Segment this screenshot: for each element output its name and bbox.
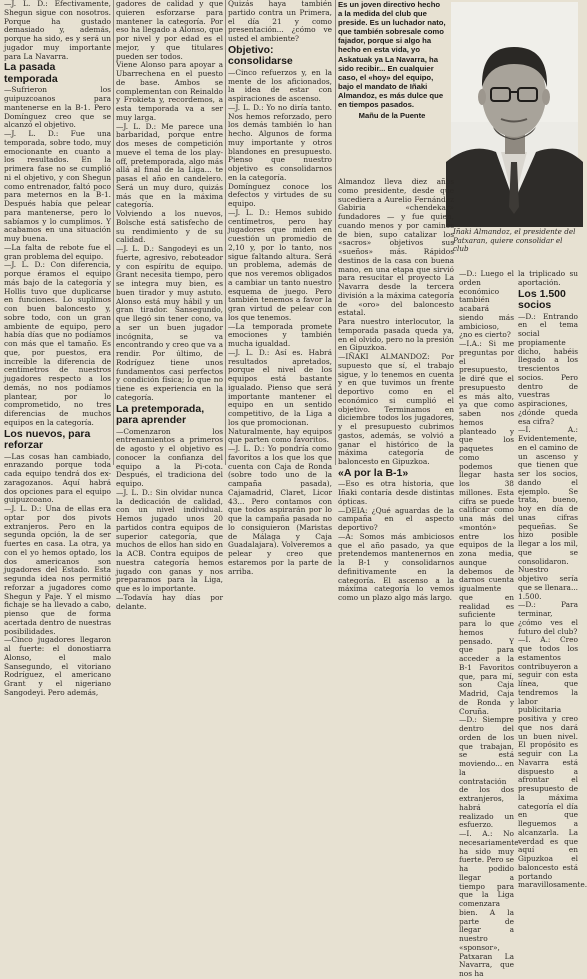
- intro-paragraph: —J. L. D.: Efectivamente, Shegun sigue con nosotros. Porque ha gustado demasiado y, además, porque ha sido, es y será un jugador muy importante para La Navarra.: [4, 0, 111, 61]
- column-divider: [113, 0, 114, 465]
- paragraph: —D.: Siempre dentro del orden de los que trabajan, se está moviendo... en la contratación de los dos extranjeros, habrá realizado un esfuerzo.: [459, 715, 514, 830]
- paragraph: Volviendo a los nuevos, Bolsche está satisfecho de su rendimiento y de su calidad.: [116, 209, 223, 245]
- paragraph: —IÑAKI ALMANDOZ: Por supuesto que sí, el trabajo sigue, y lo tenemos en cuenta y en que tuvimos un frente deportivo como en el económico si cumplió el objetivo. Terminamos en diciembre todos los jugadores, y el presupuesto cubrimos gastos, además, se volvió a ganar el histórico de la máxima categoría de baloncesto en Gipuzkoa.: [338, 352, 454, 466]
- paragraph: la triplicado su aportación.: [518, 269, 578, 287]
- paragraph: —Cinco jugadores llegaron al fuerte: el donostiarra Alonso, el malo Sansegundo, el vitoriano Rodríguez, el americano Grant y el nigeriano Sangodeyi. Pero además,: [4, 635, 111, 697]
- paragraph: —D.: Luego el orden económico también acabará siendo más ambicioso, ¿no es cierto?: [459, 269, 514, 340]
- paragraph: —I.A.: Si me preguntas por el presupuesto, le diré que el presupuesto es más alto, ya que como saben nos hemos planteado y que los paquetes como podemos llegar hasta los 38 millones. Esta cifra se puede calificar como una más del «montón» entre los equipos de la zona media, aunque debemos de darnos cuenta igualmente que en realidad es suficiente para lo que hemos pensado. Y que para acceder a la B-1 Favoritos que, para mí, son Caja Madrid, Caja de Ronda y Coruña.: [459, 339, 514, 716]
- paragraph: —D.: Entrando en el tema social propiamente dicho, habéis llegado a los trescientos socios. Pero dentro de vuestras aspiraciones, ¿dónde queda esa cifra?: [518, 311, 578, 426]
- section-heading-socios: Los 1.500 socios: [518, 287, 566, 311]
- column-3: [228, 0, 332, 576]
- paragraph: Viene Alonso para apoyar a Ubarrechena en el puesto de base. Ambos se complementan con Reinaldo y Frokieta y, recordemos, a esta temporada va a ser muy larga.: [116, 60, 223, 122]
- paragraph: —La temporada promete emociones y también mucha igualdad.: [228, 321, 332, 348]
- paragraph: —J. L. D.: Sangodeyi es un fuerte, agresivo, reboteador y con espíritu de equipo. Grant necesita tiempo, pero se integra muy bien, es buen tirador y muy astuto. Alonso está muy hábil y un gran tirador. Sansegundo, que llegó sin tener cono, va a ser un buen jugador incógnita, se va encontrando y creo que va a rendir. Por último, de Rodríguez tiene unos fundamentos casi perfectos y condición física; lo que no tiene es experiencia en la categoría.: [116, 244, 223, 402]
- section-heading-los-nuevos: Los nuevos, para reforzar: [4, 427, 91, 451]
- column-2: [116, 0, 223, 611]
- paragraph: —J. L. D.: Me parece una barbaridad, porque entre dos meses de competición mueve el tema de los play-off, pretemporada, algo más allá al final de la Liga... te pasas el año en candelero. Será un muy duro, quizás más que en la máxima categoría.: [116, 121, 223, 210]
- paragraph: Naturalmente, hay equipos que parten como favoritos.: [228, 426, 332, 445]
- paragraph: —Eso es otra historia, que Iñaki contaría desde distintas ópticas.: [338, 479, 454, 506]
- column-divider: [225, 0, 226, 465]
- paragraph: —D.: Para terminar, ¿cómo ves el futuro del club?: [518, 600, 578, 636]
- paragraph: —J. L. D.: Yo no diría tanto. Nos hemos reforzado, pero los demás también lo han hecho. Algunos de forma muy importante y otros blandones en presupuesto. Pienso que nuestro objetivo es consolidarnos en la categoría.: [228, 102, 332, 182]
- paragraph: —J. L. D.: Fue una temporada, sobre todo, muy emocionante en cuanto a los resultados. En la primera fase no se cumplió ni el objetivo, y con Shegun como entrenador, faltó poco para meternos en la B-1. Después había que pelear para mantenerse, pero lo sabíamos y lo cumplimos. Y acabamos en una situación muy buena.: [4, 129, 111, 243]
- paragraph: —J. L. D.: Así es. Habrá resultados apretados, porque el nivel de los equipos está bastante igualado. Pienso que será importante mantener el equipo en un sentido competitivo, de la Liga a los que promocionan.: [228, 347, 332, 427]
- paragraph: —J. L. D.: Hemos subido centímetros, pero hay jugadores que miden en cuestión un promedio de 2,10 y, por lo tanto, nos sigue faltando altura. Será un problema, además de que nos veremos obligados a cambiar un tanto nuestro esquema de juego. Pero también tenemos a favor la gran virtud de pelear con los que tenemos.: [228, 207, 332, 322]
- portrait-illustration: [451, 2, 578, 227]
- column-divider: [335, 0, 336, 465]
- paragraph: —J. L. D.: Con diferencia, porque éramos el equipo más bajo de la categoría y Hollis tuvo que duplicarse en funciones. Lo suplimos con buen baloncesto y, sobre todo, con un gran ambiente de equipo, pero había días que no podíamos con más que el tamaño. Es que, por puestos, era increíble la diferencia de centímetros de nuestros jugadores respecto a los demás, no nos podíamos plantear, por lo comprometido, no tres diferencias de muchos equipos en la categoría.: [4, 260, 111, 427]
- paragraph: —J. L. D.: Una de ellas era optar por dos pivots extranjeros. Pero en la segunda opción, la de ser fuertes en casa. La otra, ya con el yo hemos optado, los dos americanos son jugadores del Estado. Esta segunda idea nos permitió reforzar a jugadores como Shegun y Paje. Y el mismo fichaje se ha llevado a cabo, pienso que de forma acertada dentro de nuestras posibilidades.: [4, 504, 111, 636]
- paragraph: —La falta de rebote fue el gran problema del equipo.: [4, 242, 111, 261]
- paragraph: gadores de calidad y que quieren esforzarse para mantener la categoría. Por eso ha llegado a Alonso, que por nivel y por edad es el mejor, y que titulares pueden ser todos.: [116, 0, 223, 61]
- paragraph: Para nuestro interlocutor, la temporada pasada queda ya, en el olvido, pero no la presión en Gipuzkoa.: [338, 317, 454, 353]
- section-heading-objetivo: Objetivo: consolidarse: [228, 43, 293, 68]
- paragraph: —DEIA: ¿Qué aguardas de la campaña en el aspecto deportivo?: [338, 505, 454, 532]
- paragraph: —A: Somos más ambiciosos que el año pasado, ya que pretendemos mantenernos en la B-1 y consolidarnos definitivamente en la categoría. El ascenso a la máxima categoría lo vemos como un plazo algo más largo.: [338, 531, 454, 602]
- paragraph: —J. L. D.: Yo pondría como favoritos a los que los que cuenta con Caja de Ronda (sobre todo uno de la campaña pasada), Cajamadrid, Claret, Licor 43... Pero contamos con que todos aspirarán por lo que la campaña pasada no lo consiguieron (Maristas de Málaga y Caja Guadalajara). Volveremos a pelear y creo que estaremos por la parte de arriba.: [228, 444, 332, 576]
- paragraph: —Todavía hay días por delante.: [116, 592, 223, 611]
- paragraph: —Cinco refuerzos y, en la mente de los aficionados, la idea de estar con aspiraciones de ascenso.: [228, 67, 332, 103]
- pull-quote-text: Es un joven directivo hecho a la medida del club que preside. Es un luchador nato, que también sobresale como fajador, porque si algo ha hecho en esta vida, yo Askatuak ya La Navarra, ha sido recibir... En cualquier caso, el «hoy» del equipo, bajo el mandato de Iñaki Almandoz, es más dulce que en tiempos pasados.: [338, 0, 446, 110]
- paragraph: —I. A.: No necesariamente ha sido muy fuerte. Pero se ha podido llegar a tiempo para que la Liga comenzara bien. A la parte de llegar a nuestro «sponsor», Patxaran La Navarra, que nos ha: [459, 829, 519, 978]
- column-5: [459, 269, 519, 978]
- pull-quote: [338, 0, 446, 176]
- byline: Mañu de la Puente: [358, 111, 426, 121]
- paragraph: —I. A.: Evidentemente, en el camino de un ascenso y que tienen que ser los socios, dando el ejemplo. Se trata, bueno, hoy en día de unas cifras pequeñas. Se hizo posible llegar a los mil, que se consolidaron. Nuestro objetivo sería que se llenara... 1.500.: [518, 425, 578, 601]
- section-heading-pasada-temporada: La pasada temporada: [4, 61, 58, 85]
- portrait-photo: [451, 2, 578, 227]
- column-6: [518, 269, 587, 890]
- paragraph: —Las cosas han cambiado, enrazando porque toda cada equipo tendrá dos ex-zaragozanos. Aquí habrá dos opciones para el equipo guipuzcoano.: [4, 451, 111, 505]
- section-heading-a-por-la-b1: «A por la B-1»: [338, 466, 409, 479]
- column-4: [338, 177, 454, 602]
- paragraph: Domínguez conoce los defectos y virtudes de su equipo.: [228, 181, 332, 208]
- paragraph: —Comenzaron los entrenamientos a primeros de agosto y el objetivo es conocer la confianza del equipo a la Pi-cota. Después, el tradiciona del equipo.: [116, 426, 223, 488]
- paragraph: Quizás haya también partido contra un Primera, el día 21 y como presentación... ¿cómo ve usted el ambiente?: [228, 0, 332, 43]
- section-heading-pretemporada: La pretemporada, para aprender: [116, 402, 205, 426]
- paragraph: Almandoz lleva diez años como presidente, desde que sucediera a Aurelio Fernández Gabiria «chendekar» fundadores — y fue quien, cuando menos y por caminos de bien, supo catalizar los «sacros» objetivos sus «sueños» más. Rápidos destinos de la casa con buena mano, en una etapa que sirvió para resucitar el proyecto La Navarra desde la tercera división a la máxima categoría de «oro» del baloncesto estatal.: [338, 177, 454, 318]
- column-1: [4, 0, 111, 697]
- paragraph: —Sufrieron los guipuzcoanos para mantenerse en la B-1. Pero Domínguez creo que se alcanzó el objetivo.: [4, 85, 111, 130]
- paragraph: —I. A.: Creo que todos los estamentos contribuyeron a seguir con esta línea, que tendremos la labor publicitaria positiva y creo que nos dará un buen nivel. El propósito es seguir con La Navarra está dispuesto a afrontar el presupuesto de la máxima categoría el día en que lleguemos a alcanzarla. La verdad es que aquí en Gipuzkoa el baloncesto está portando maravillosamente.: [518, 635, 587, 890]
- photo-caption: Iñaki Almandoz, el presidente del Patxaran, quiere consolidar el club: [453, 227, 576, 253]
- paragraph: —J. L. D.: Sin olvidar nunca la dedicación de calidad, con un nivel individual. Hemos jugado unos 20 partidos contra equipos de superior categoría, que muchos de ellos han sido en la ACB. Contra equipos de nuestra categoría hemos jugado con ganas y nos preparamos para la Liga, que es lo importante.: [116, 487, 223, 593]
